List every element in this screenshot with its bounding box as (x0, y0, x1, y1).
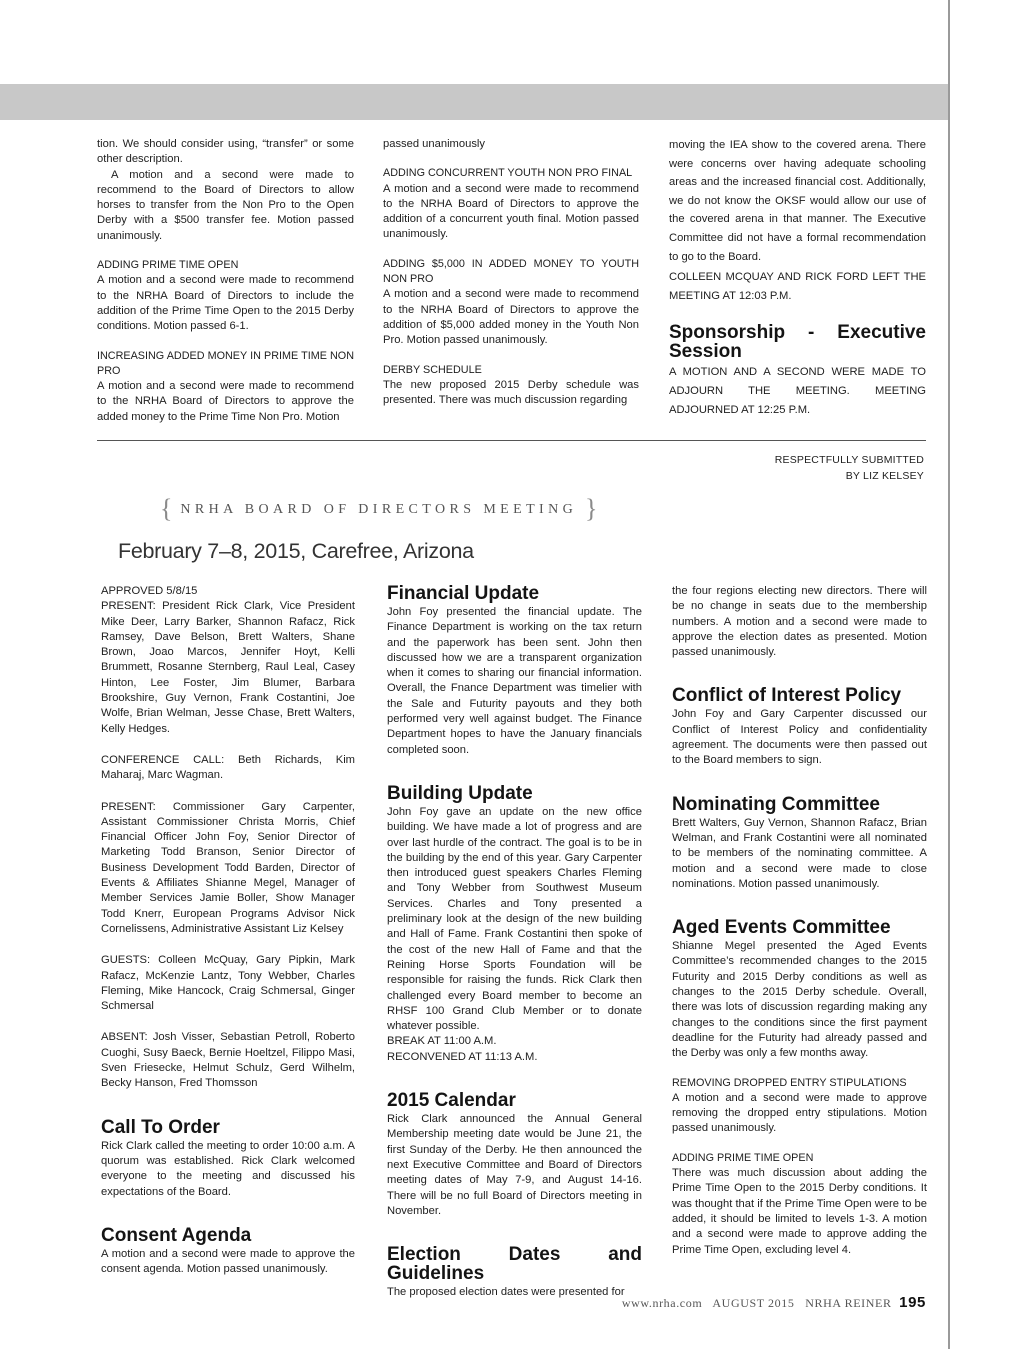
section-heading: Financial Update (387, 583, 540, 604)
section-heading: Sponsorship - Executive Session (669, 322, 926, 363)
submitted-author: BY LIZ KELSEY (845, 470, 924, 482)
section-heading: Building Update (387, 782, 533, 804)
subheading: INCREASING ADDED MONEY IN PRIME TIME NON PRO (97, 349, 354, 377)
section-divider (97, 440, 926, 441)
conference-call (101, 753, 355, 784)
meeting-title (160, 494, 598, 524)
subheading: ADDING CONCURRENT YOUTH NON PRO FINAL (383, 167, 633, 180)
reconvene-time: RECONVENED AT 11:13 A.M. (387, 1050, 538, 1063)
main-column-left (101, 584, 355, 1277)
paragraph: the four regions electing new directors. There will be no change in seats due to the membership numbers. A motion and a second were made to approve the election dates as presented. Motion passed unanimously. (672, 585, 927, 659)
present-staff (101, 800, 355, 938)
value: Colleen McQuay, Gary Pipkin, Mark Rafacz, McKenzie Lantz, Tony Webber, Charles Fleming, Mike Hancock, Craig Schmersal, Ginger Schmersal (101, 954, 355, 1013)
paragraph: A motion and a second were made to recommend to the NRHA Board of Directors to approve the added money to the Prime Time Non Pro. Motion (97, 380, 354, 423)
section-heading: Nominating Committee (672, 793, 880, 815)
top-column-3 (669, 136, 926, 419)
brace-left-icon: { (160, 494, 173, 523)
paragraph: COLLEEN MCQUAY AND RICK FORD LEFT THE MEETING AT 12:03 P.M. (669, 271, 926, 302)
main-column-right (672, 584, 927, 1258)
guests (101, 953, 355, 1014)
value: Josh Visser, Sebastian Petroll, Roberto Cuoghi, Susy Baeck, Bernie Hoeltzel, Filippo Masi, Sven Friesecke, Helmut Schulz, Gerd Wilhelm, Becky Hanson, Fred Thomsson (101, 1031, 355, 1090)
paragraph: The new proposed 2015 Derby schedule was presented. There was much discussion regarding (383, 378, 639, 407)
paragraph: A motion and a second were made to recommend to the Board of Directors to allow horses to transfer from the Non Pro to the Open Derby with a $500 transfer fee. Motion passed unanimously. (97, 168, 354, 242)
page-edge-rule (948, 0, 950, 1349)
label: ABSENT: (101, 1031, 148, 1044)
subheading: ADDING PRIME TIME OPEN (672, 1151, 814, 1164)
paragraph: A motion and a second were made to approve removing the dropped entry stipulations. Motion passed unanimously. (672, 1091, 927, 1135)
label: PRESENT: (101, 800, 156, 813)
submitted-line: RESPECTFULLY SUBMITTED (774, 454, 924, 466)
section-heading: Call To Order (101, 1116, 220, 1138)
paragraph: moving the IEA show to the covered arena. There were concerns over having adequate schooling areas and the increased financial cost. Additionally, we do not know the OKSF would allow our use of the covered arena in that manner. The Executive Committee did not have a formal recommendation to go to the Board. (669, 139, 926, 263)
paragraph: Shianne Megel presented the Aged Events Committee’s recommended changes to the 2015 Futurity and 2015 Derby conditions as well as changes to the 2015 Derby schedule. Overall, there was lots of discussion regarding making any changes to the conditions since the first payment deadline for the Futurity had already passed and the Derby was only a few months away. (672, 940, 927, 1060)
paragraph: Brett Walters, Guy Vernon, Shannon Rafacz, Brian Welman, and Frank Costantini were all nominated to be members of the nominating committee. A motion and a second were made to close nominations. Motion passed unanimously. (672, 816, 927, 890)
subheading: DERBY SCHEDULE (383, 363, 482, 376)
subheading: REMOVING DROPPED ENTRY STIPULATIONS (672, 1076, 907, 1089)
section-heading: Consent Agenda (101, 1224, 252, 1246)
absent (101, 1030, 355, 1091)
value: Commissioner Gary Carpenter, Assistant Commissioner Christa Morris, Chief Financial Officer John Foy, Senior Director of Marketing Todd Branson, Senior Director of Business Development Todd Barden, Director of Events & Affiliates Shianne Megel, Manager of Member Services Jamie Boller, Show Manager Todd Knerr, European Programs Advisor Nick Cornelissens, Administrative Assistant Liz Kelsey (101, 800, 355, 935)
subheading: ADDING PRIME TIME OPEN (97, 259, 239, 272)
value: President Rick Clark, Vice President Mike Deer, Larry Barker, Shannon Rafacz, Rick Ramsey, Dave Belson, Brett Walters, Shane Brown, Joao Marcos, Jennifer Hoyt, Kelli Brummett, Rosanne Sternberg, Raul Leal, Casey Hinton, Lee Foster, Jim Blumer, Barbara Brookshire, Guy Vernon, Frank Costantini, Joe Wolfe, Brian Welman, Jesse Chase, Brett Walters, Kelly Hedges. (101, 600, 355, 735)
paragraph: A MOTION AND A SECOND WERE MADE TO ADJOURN THE MEETING. MEETING ADJOURNED AT 12:25 P.M. (669, 366, 926, 416)
paragraph: A motion and a second were made to recommend to the NRHA Board of Directors to approve the addition of a concurrent youth final. Motion passed unanimously. (383, 182, 639, 241)
paragraph: A motion and a second were made to approve the consent agenda. Motion passed unanimously. (101, 1247, 355, 1276)
meeting-title-text: NRHA BOARD OF DIRECTORS MEETING (180, 502, 578, 517)
paragraph: John Foy gave an update on the new office building. We have made a lot of progress and are over last hurdle of the contract. The goal is to be in the building by the end of this year. Gary Carpenter then introduced guest speakers Charles Fleming and Tony Webber from Southwest Museum Services. Charles and Tony presented a preliminary look at the design of the new building and Hall of Fame. Frank Costantini then spoke of the cost of the new Hall of Fame and that the Reining Horse Sports Foundation will be responsible for raising the funds. Rick Clark then challenged every Board member to become an RHSF 100 Grand Club Member or to donate whatever possible. (387, 805, 642, 1033)
footer-magazine: NRHA REINER (805, 1296, 892, 1310)
paragraph: The proposed election dates were presented for (387, 1286, 625, 1299)
approved-line: APPROVED 5/8/15 (101, 585, 198, 597)
label: CONFERENCE CALL: (101, 753, 225, 766)
footer-issue: AUGUST 2015 (712, 1296, 795, 1310)
page-number: 195 (899, 1294, 926, 1311)
section-heading: Conflict of Interest Policy (672, 685, 902, 707)
section-heading: 2015 Calendar (387, 1090, 516, 1112)
label: PRESENT: (101, 600, 156, 613)
section-heading: Aged Events Committee (672, 917, 891, 939)
present-board (101, 599, 355, 737)
main-column-middle (387, 584, 642, 1300)
top-column-1 (97, 137, 354, 425)
paragraph: A motion and a second were made to recommend to the NRHA Board of Directors to include the addition of the Prime Time Open to the 2015 Derby conditions. Motion passed 6-1. (97, 274, 354, 333)
brace-right-icon: } (585, 494, 598, 523)
paragraph: Rick Clark announced the Annual General Membership meeting date would be June 21, the first Sunday of the Derby. He then announced the next Executive Committee and Board of Directors meeting dates of May 7-9, and August 14-16. There will be no full Board of Directors meeting in November. (387, 1113, 642, 1217)
paragraph: John Foy and Gary Carpenter discussed our Conflict of Interest Policy and confidentiality agreement. The documents were then passed out to the Board members to sign. (672, 708, 927, 767)
top-column-2 (383, 137, 639, 408)
header-band (0, 84, 948, 120)
break-time: BREAK AT 11:00 A.M. (387, 1035, 497, 1048)
value: Beth Richards, Kim Maharaj, Marc Wagman. (101, 753, 356, 782)
footer-url: www.nrha.com (621, 1296, 703, 1310)
paragraph: passed unanimously (383, 138, 485, 150)
paragraph: A motion and a second were made to recommend to the NRHA Board of Directors to approve the addition of $5,000 added money in the Youth Non Pro. Motion passed unanimously. (383, 288, 639, 347)
paragraph: Rick Clark called the meeting to order 10:00 a.m. A quorum was established. Rick Clark welcomed everyone to the meeting and discussed his expectations of the Board. (101, 1139, 355, 1198)
paragraph: There was much discussion about adding the Prime Time Open to the 2015 Derby conditions. It was thought that if the Prime Time Open were to be added, it should be limited to levels 1-3. A motion and a second were made to approve adding the Prime Time Open, excluding level 4. (672, 1167, 927, 1256)
paragraph: John Foy presented the financial update. The Finance Department is working on the tax return and the paperwork has been sent. John then discussed how we are a transparent organization when it comes to sharing our financial information. Overall, the Fnance Department was timelier with the Sale and Futurity payouts and they both performed very well against budget. The Finance Department hopes to have the January financials completed soon. (387, 606, 642, 756)
page-footer (622, 1294, 926, 1311)
submitted-by (775, 452, 924, 484)
subheading: ADDING $5,000 IN ADDED MONEY TO YOUTH NON PRO (383, 257, 639, 286)
paragraph: tion. We should consider using, “transfer” or some other description. (97, 138, 354, 166)
section-heading: Election Dates and Guidelines (387, 1244, 642, 1285)
meeting-date: February 7–8, 2015, Carefree, Arizona (118, 539, 474, 563)
label: GUESTS: (101, 954, 151, 967)
